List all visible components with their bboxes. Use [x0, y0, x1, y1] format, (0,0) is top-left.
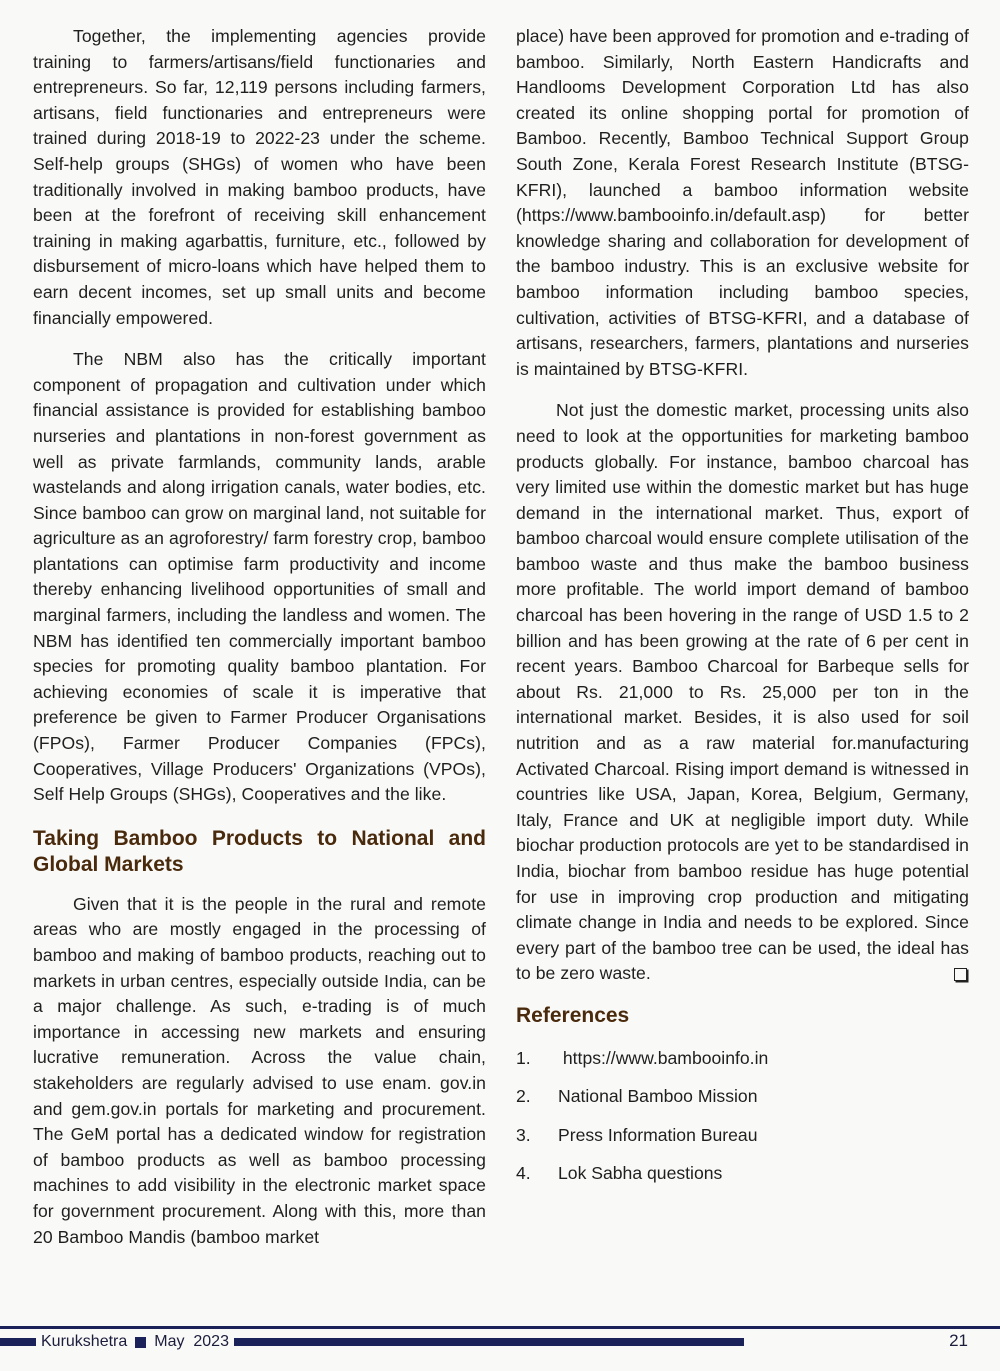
footer-square-icon — [135, 1337, 146, 1348]
paragraph-training: Together, the implementing agencies provide training to farmers/artisans/field functionaries and entrepreneurs. So far, 12,119 persons including farmers, artisans, field functionaries and entrepreneurs were trained during 2018-19 to 2022-23 under the scheme. Self-help groups (SHGs) of women who have been traditionally involved in making bamboo products, have been at the forefront of receiving skill enhancement training in making agarbattis, furniture, etc., followed by disbursement of micro-loans which have helped them to earn decent incomes, set up small units and become financially empowered. — [33, 26, 486, 328]
reference-number: 1. — [516, 1047, 531, 1068]
reference-text: National Bamboo Mission — [558, 1086, 758, 1107]
footer-publication: Kurukshetra — [41, 1333, 128, 1350]
reference-item — [516, 1039, 969, 1078]
paragraph-markets-continued: place) have been approved for promotion and e-trading of bamboo. Similarly, North Eastern Handicrafts and Handlooms Development Corporation Ltd has also created its online shopping portal for promotion of Bamboo. Recently, Bamboo Technical Support Group South Zone, Kerala Forest Research Institute (BTSG-KFRI), launched a bamboo information website (https://www.bambooinfo.in/default.asp) for better knowledge sharing and collaboration for development of the bamboo industry. This is an exclusive website for bamboo information including bamboo species, cultivation, activities of BTSG-KFRI, and a database of artisans, researchers, farmers, plantations and nurseries is maintained by BTSG-KFRI. — [516, 26, 969, 379]
section-heading: Taking Bamboo Products to National and Global Markets — [33, 826, 486, 876]
reference-number: 2. — [516, 1086, 531, 1107]
reference-number: 3. — [516, 1124, 531, 1145]
footer-rule — [0, 1326, 1000, 1329]
paragraph-global-text: Not just the domestic market, processing units also need to look at the opportunities for marketing bamboo products globally. For instance, bamboo charcoal has very limited use within the domestic market but has huge demand in the international market. Thus, export of bamboo charcoal would ensure complete utilisation of the bamboo waste and thus make the bamboo business more profitable. The world import demand of bamboo charcoal has been hovering in the range of USD 1.5 to 2 billion and has been growing at the rate of 6 per cent in recent years. Bamboo Charcoal for Barbeque sells for about Rs. 21,000 to Rs. 25,000 per ton in the international market. Besides, it is also used for soil nutrition and as a raw material for.manufacturing Activated Charcoal. Rising import demand is witnessed in countries like USA, Japan, Korea, Belgium, Germany, Italy, France and UK at negligible import duty. While biochar production protocols are yet to be standardised in India, biochar from bamboo residue has huge potential for use in improving crop production and mitigating climate change in India and needs to be explored. Since every part of the bamboo tree can be used, the ideal has to be zero waste. — [516, 400, 969, 984]
references-list — [516, 1039, 969, 1193]
reference-number: 4. — [516, 1163, 531, 1184]
right-column — [516, 24, 969, 1193]
reference-item — [516, 1077, 969, 1116]
reference-item — [516, 1154, 969, 1193]
paragraph-global — [516, 398, 969, 987]
reference-text: Press Information Bureau — [558, 1124, 758, 1145]
references-heading: References — [516, 1003, 630, 1027]
paragraph-markets: Given that it is the people in the rural and remote areas who are mostly engaged in the processing of bamboo and making of bamboo products, reaching out to markets in urban centres, especially outside India, can be a major challenge. As such, e-trading is of much importance in accessing new markets and ensuring lucrative remuneration. Across the value chain, stakeholders are regularly advised to use enam. gov.in and gem.gov.in portals for marketing and procurement. The GeM portal has a dedicated window for registration of bamboo products as well as bamboo processing machines to add visibility in the electronic market space for government procurement. Along with this, more than 20 Bamboo Mandis (bamboo market — [33, 893, 486, 1247]
page-footer — [0, 1331, 1000, 1353]
paragraph-propagation: The NBM also has the critically important component of propagation and cultivation under which financial assistance is provided for establishing bamboo nurseries and plantations in non-forest government as well as private farmlands, community lands, arable wastelands and along irrigation canals, water bodies, etc. Since bamboo can grow on marginal land, not suitable for agriculture as an agroforestry/ farm forestry crop, bamboo plantations can optimise farm productivity and income thereby enhancing livelihood opportunities of small and marginal farmers, including the landless and women. The NBM has identified ten commercially important bamboo species for promoting quality bamboo plantation. For achieving economies of scale it is imperative that preference be given to Farmer Producer Organisations (FPOs), Farmer Producer Companies (FPCs), Cooperatives, Village Producers' Organizations (VPOs), Self Help Groups (SHGs), Cooperatives and the like. — [33, 349, 486, 805]
footer-bar-right — [234, 1338, 744, 1346]
page-number: 21 — [949, 1331, 968, 1350]
footer-issue: May 2023 — [154, 1333, 229, 1350]
left-column — [33, 24, 486, 1250]
footer-bar-left — [0, 1338, 36, 1346]
reference-text: https://www.bambooinfo.in — [558, 1047, 769, 1068]
reference-text: Lok Sabha questions — [558, 1163, 723, 1184]
reference-item — [516, 1116, 969, 1155]
end-of-article-square-icon — [954, 968, 967, 981]
